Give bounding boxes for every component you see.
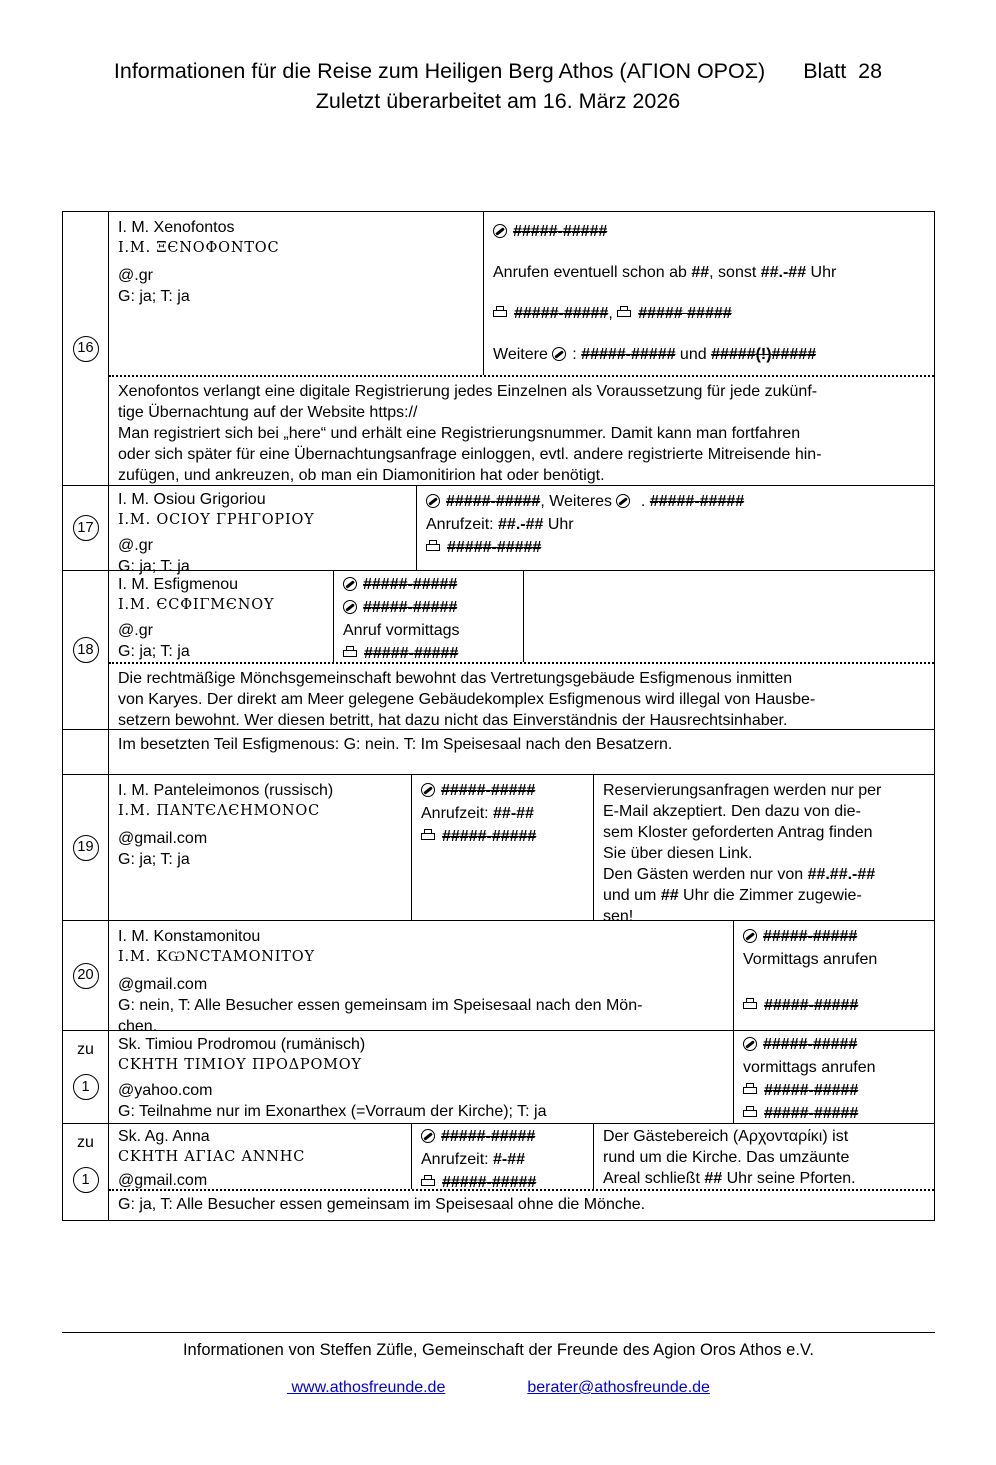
phone-icon [552,347,566,361]
row-zu1-prodromou [63,1030,934,1123]
text-line: zufügen, und ankreuzen, ob man ein Diamonitirion hat oder benötigt. [118,467,605,484]
guest-table-flags: G: ja; T: ja [118,643,190,660]
text-line: Vormittags anrufen [743,951,878,968]
text-line [426,537,925,558]
monastery-name-greek: Ι.Μ. ΠΑΝΤЄΛЄΗΜΟΝΟϹ [118,803,320,819]
email-domain: @gmail.com [118,1172,208,1189]
row-zu2-number-cell [63,1124,109,1220]
row-20 [63,920,934,1035]
fax-icon [343,646,358,659]
row-zu2-info-cell [594,1124,934,1189]
row-zu2-note: G: ja, T: Alle Besucher essen gemeinsam im Speisesaal ohne die Mönche. [118,1196,646,1213]
text-line [743,926,925,947]
circled-number-17: 17 [73,515,99,541]
phone-icon [421,783,435,797]
phone-icon [426,494,440,508]
phone-icon [743,1037,757,1051]
row-18-number-cell [63,571,109,729]
redacted-number: #####-##### [441,1128,536,1145]
redacted-number: #####-##### [442,1174,537,1191]
text-line: G: nein, T: Alle Besucher essen gemeinsam im Speisesaal nach den Mön- [118,997,643,1014]
row-17-name-cell [109,486,417,575]
row-20-contact-cell [734,921,934,1030]
row-18 [63,570,934,729]
text-line: Sie über diesen Link. [603,845,753,862]
text-line [743,1103,925,1124]
monastery-name: I. M. Panteleimonos (russisch) [118,782,334,799]
zu-label: zu [77,1134,94,1151]
row-19-number-cell [63,775,109,920]
email-domain: @gmail.com [118,830,208,847]
text-line [743,1034,925,1055]
row-zu1-contact-cell [734,1031,934,1123]
monastery-name: I. M. Esfigmenou [118,576,239,593]
page-title: Informationen für die Reise zum Heiligen Berg Athos (ΑΓΙΟΝ ΟΡΟΣ) [113,59,766,83]
monastery-name: I. M. Xenofontos [118,219,235,236]
zu-label: zu [77,1041,94,1058]
monastery-name-greek: Ι.Μ. ΞЄΝΟΦΟΝΤΟϹ [118,240,280,256]
row-19-name-cell [109,775,412,920]
website-link[interactable]: www.athosfreunde.de [287,1379,446,1396]
text-line: rund um die Kirche. Das umzäunte [603,1149,850,1166]
text-line: Areal schließt ## Uhr seine Pforten. [603,1170,856,1187]
redacted-number: #####-##### [513,223,608,240]
redacted-number: #####-##### [514,305,609,322]
text-line [343,643,514,664]
row-18-note [109,664,934,729]
fax-icon [421,829,436,842]
redacted-number: #####-##### [764,997,859,1014]
redacted-number: #####-##### [442,828,537,845]
text-line: sem Kloster geforderten Antrag finden [603,824,873,841]
fax-icon [743,1083,758,1096]
text-line: von Karyes. Der direkt am Meer gelegene Gebäudekomplex Esfigmenous wird illegal von Hausbe- [118,691,816,708]
monastery-name: I. M. Osiou Grigoriou [118,491,266,508]
text-line: Der Gästebereich (Αρχονταρίκι) ist [603,1128,849,1145]
guest-table-flags: G: Teilnahme nur im Exonarthex (=Vorraum der Kirche); T: ja [118,1103,547,1120]
occupied-part-note: Im besetzten Teil Esfigmenous: G: nein. T: Im Speisesaal nach den Besatzern. [118,736,673,753]
text-line: #####-#####, Weiteres . #####-##### [426,491,925,512]
text-line [743,995,925,1016]
row-zu2-contact-cell [412,1124,594,1189]
monastery-name-greek: Ι.Μ. ΟϹΙΟΥ ΓΡΗΓΟΡΙΟΥ [118,512,315,528]
row-16-contact-cell [484,212,934,375]
redacted-number: #####-##### [764,1105,859,1122]
phone-icon [343,600,357,614]
row-19 [63,774,934,925]
text-line: Reservierungsanfragen werden nur per [603,782,882,799]
redacted-number: #####-##### [363,576,458,593]
circled-number-16: 16 [73,336,99,362]
phone-icon [493,224,507,238]
monastery-name: I. M. Konstamonitou [118,928,261,945]
circled-number-1: 1 [73,1074,99,1100]
email-domain: @.gr [118,622,153,639]
circled-number-18: 18 [73,637,99,663]
text-line: Anruf vormittags [343,622,460,639]
phone-icon [743,929,757,943]
circled-number-20: 20 [73,963,99,989]
row-16 [63,212,934,485]
text-line [343,574,514,595]
text-line: Man registriert sich bei „here“ und erhält eine Registrierungsnummer. Damit kann man fortfahren [118,425,801,442]
phone-icon [421,1129,435,1143]
row-19-info-cell [594,775,934,925]
redacted-number: #####-##### [581,346,676,363]
email-domain: @gmail.com [118,976,208,993]
text-line: tige Übernachtung auf der Website https:// [118,404,418,421]
text-line: E-Mail akzeptiert. Den dazu von die- [603,803,861,820]
text-line [421,1172,584,1193]
row-zu1-number-cell [63,1031,109,1123]
skete-name: Sk. Ag. Anna [118,1128,210,1145]
redacted-number: #####-##### [441,782,536,799]
text-line [421,826,584,847]
redacted-number: #####-##### [763,1036,858,1053]
text-line: vormittags anrufen [743,1059,876,1076]
skete-name: Sk. Timiou Prodromou (rumänisch) [118,1036,366,1053]
text-line: #####-#####, ##### ##### [493,303,925,324]
text-line [743,1080,925,1101]
redacted-number: #####-##### [447,539,542,556]
row-18-empty-cell [524,571,934,662]
redacted-number: #####-##### [363,599,458,616]
text-line [421,780,584,801]
fax-icon [743,1106,758,1119]
text-line: oder sich später für eine Übernachtungsanfrage einloggen, evtl. andere registrierte Mitreisende hin- [118,446,822,463]
row-zu2-agia-anna [63,1123,934,1220]
row-16-number-cell [63,212,109,485]
monastery-info-table [62,211,935,1221]
email-domain: @yahoo.com [118,1082,213,1099]
text-line [743,972,925,993]
row-16-name-cell [109,212,484,375]
phone-icon [616,494,630,508]
guest-table-flags: G: ja; T: ja [118,558,190,575]
document-header [0,56,996,116]
text-line [493,221,925,242]
redacted-number: #####-##### [649,493,745,510]
text-line: sen! [603,908,634,925]
row-18-occupied-note [63,729,934,774]
row-20-name-cell [109,921,734,1035]
credit-line: Informationen von Steffen Züfle, Gemeinschaft der Freunde des Agion Oros Athos e.V. [182,1341,815,1359]
text-line: Anrufzeit: ##.-## Uhr [426,516,574,533]
sheet-number: Blatt 28 [803,59,883,83]
text-line [421,1126,584,1147]
text-line: Weitere : #####-##### und #####(!)##### [493,346,817,363]
monastery-name-greek: Ι.Μ. ΚѠΝϹΤΑΜΟΝΙΤΟΥ [118,949,315,965]
redacted-number: #####-##### [764,1082,859,1099]
revision-date: Zuletzt überarbeitet am 16. März 2026 [315,89,681,113]
guest-table-flags: G: ja; T: ja [118,851,190,868]
redacted-number: #####-##### [763,928,858,945]
fax-icon [493,306,508,319]
document-footer [62,1332,935,1398]
fax-icon [743,998,758,1011]
circled-number-19: 19 [73,835,99,861]
row-18-contact-cell [334,571,524,662]
row-19-contact-cell [412,775,594,920]
text-line: Anrufzeit: ##-## [421,805,534,822]
text-line [343,597,514,618]
email-link[interactable]: berater@athosfreunde.de [527,1379,710,1396]
redacted-number: ##### ##### [638,305,732,322]
row-17 [63,485,934,575]
row-18-name-cell [109,571,334,662]
redacted-number: #####-##### [446,493,541,510]
row-17-number-cell [63,486,109,570]
fax-icon [421,1175,436,1188]
skete-name-greek: ϹΚΗΤΗ ΤΙΜΙΟΥ ΠΡΟΔΡΟΜΟΥ [118,1057,362,1073]
phone-icon [343,577,357,591]
text-line: und um ## Uhr die Zimmer zugewie- [603,887,862,904]
guest-table-flags: G: ja; T: ja [118,288,190,305]
email-domain: @.gr [118,537,153,554]
redacted-number: #####-##### [364,645,459,662]
text-line: chen. [118,1018,158,1035]
circled-number-1: 1 [73,1167,99,1193]
row-16-note [109,377,934,485]
text-line: setzern bewohnt. Wer diesen betritt, hat dazu nicht das Einverständnis der Hausrechtsinhaber. [118,712,788,729]
row-zu1-name-cell [109,1031,734,1123]
row-17-contact-cell [417,486,934,570]
email-domain: @.gr [118,267,153,284]
text-line: Anrufzeit: #-## [421,1151,526,1168]
fax-icon [426,540,441,553]
redacted-number: #####(!)##### [711,346,817,363]
text-line: Anrufen eventuell schon ab ##, sonst ##.-## Uhr [493,264,837,281]
text-line: Die rechtmäßige Mönchsgemeinschaft bewohnt das Vertretungsgebäude Esfigmenous inmitten [118,670,793,687]
fax-icon [617,306,632,319]
monastery-name-greek: Ι.Μ. ЄϹΦΙΓΜЄΝΟΥ [118,597,275,613]
row-20-number-cell [63,921,109,1030]
text-line: Den Gästen werden nur von ##.##.-## [603,866,876,883]
row-zu2-name-cell [109,1124,412,1189]
text-line: Xenofontos verlangt eine digitale Registrierung jedes Einzelnen als Voraussetzung für jede zukünf- [118,383,818,400]
skete-name-greek: ϹΚΗΤΗ ΑΓΙΑϹ ΑΝΝΗϹ [118,1149,306,1165]
document-page [0,56,996,1465]
row-18b-number-cell [63,730,109,774]
